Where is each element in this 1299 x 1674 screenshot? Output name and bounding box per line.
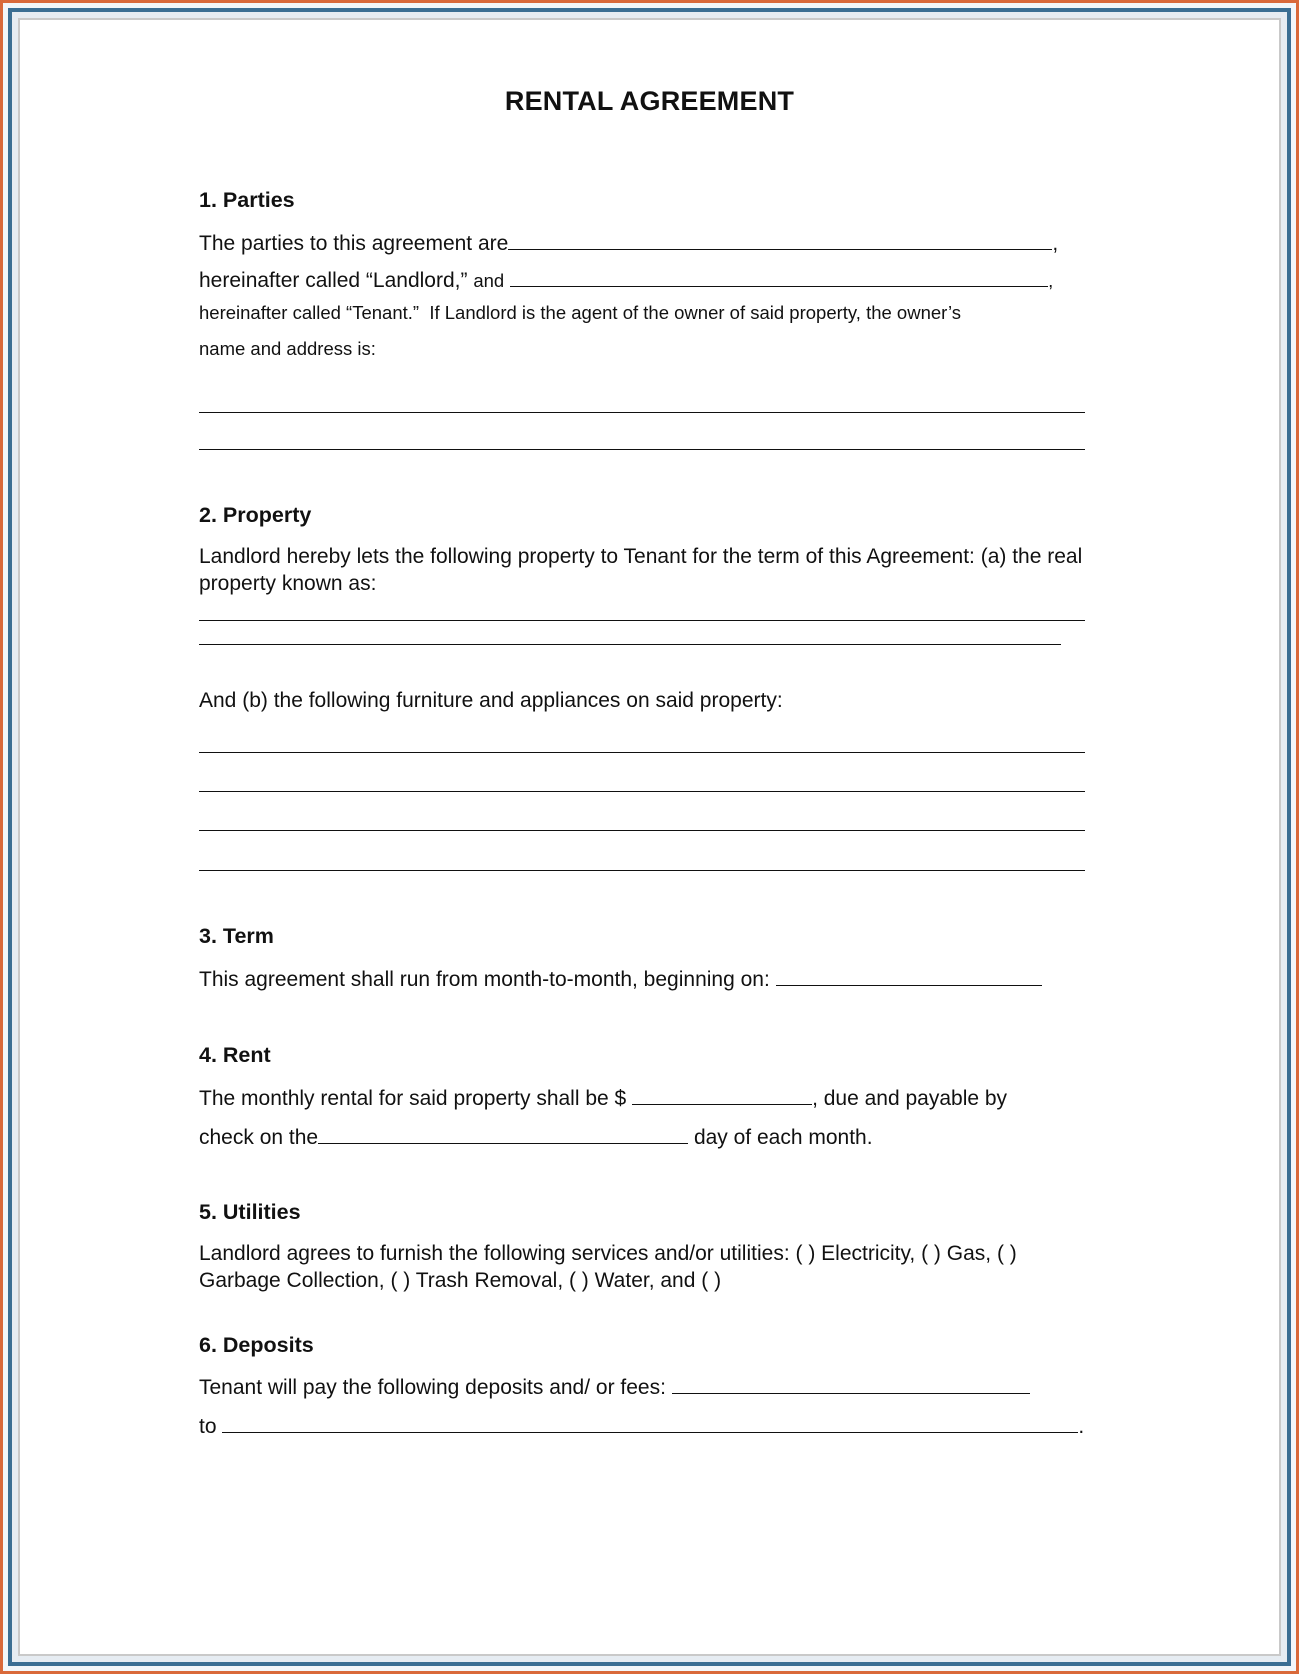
- parties-line-3: hereinafter called “Tenant.” If Landlord is the agent of the owner of said property, the owner’s: [199, 302, 962, 323]
- parties-line-4: name and address is:: [199, 338, 376, 359]
- parties-line-2-text: hereinafter called “Landlord,”: [199, 269, 468, 292]
- deposits-line-2: [199, 1412, 1084, 1439]
- deposits-line-1-text: Tenant will pay the following deposits and/ or fees:: [199, 1376, 666, 1399]
- property-intro: Landlord hereby lets the following property to Tenant for the term of this Agreement: (a) the real property known as:: [199, 545, 1083, 595]
- section-heading-parties: 1. Parties: [199, 188, 295, 212]
- term-text: This agreement shall run from month-to-month, beginning on:: [199, 968, 770, 991]
- property-furniture-text: And (b) the following furniture and appliances on said property:: [199, 689, 783, 712]
- parties-name-blank-1[interactable]: [508, 229, 1052, 250]
- section-heading-property: 2. Property: [199, 503, 312, 527]
- rent-line-1: [199, 1084, 1007, 1111]
- property-address-blank-1[interactable]: [199, 620, 1085, 621]
- rent-due-day-blank[interactable]: [318, 1123, 688, 1144]
- rent-line-1-text: The monthly rental for said property shall be $: [199, 1087, 627, 1110]
- term-line: [199, 965, 1042, 992]
- deposits-line-2-text: to: [199, 1415, 217, 1438]
- rent-line-1-suffix: , due and payable by: [812, 1087, 1008, 1110]
- rent-amount-blank[interactable]: [632, 1084, 812, 1105]
- owner-address-blank-2[interactable]: [199, 449, 1085, 450]
- deposits-fees-blank[interactable]: [672, 1373, 1030, 1394]
- furniture-blank-3[interactable]: [199, 830, 1085, 831]
- parties-line-1-comma: ,: [1052, 232, 1059, 255]
- section-heading-utilities: 5. Utilities: [199, 1200, 301, 1224]
- rent-line-2-suffix: day of each month.: [693, 1126, 873, 1149]
- term-start-date-blank[interactable]: [776, 965, 1042, 986]
- section-heading-deposits: 6. Deposits: [199, 1333, 314, 1357]
- parties-line-2-comma: ,: [1048, 270, 1054, 291]
- rent-line-2-text: check on the: [199, 1126, 319, 1149]
- parties-line-1-text: The parties to this agreement are: [199, 232, 509, 255]
- furniture-blank-2[interactable]: [199, 791, 1085, 792]
- deposits-line-1: [199, 1373, 1030, 1400]
- deposits-recipient-blank[interactable]: [222, 1412, 1078, 1433]
- section-heading-term: 3. Term: [199, 924, 274, 948]
- parties-line-1: [199, 229, 1058, 256]
- deposits-line-2-period: .: [1078, 1415, 1085, 1438]
- rent-line-2: [199, 1123, 873, 1150]
- utilities-text: Landlord agrees to furnish the following services and/or utilities: ( ) Electricity, ( ) Gas, ( ) Garbage Collection, ( ) Trash Removal, ( ) Water, and ( ): [199, 1242, 1017, 1292]
- parties-line-2: [199, 266, 1053, 293]
- owner-address-blank-1[interactable]: [199, 412, 1085, 413]
- parties-line-2-and: and: [473, 270, 505, 291]
- furniture-blank-4[interactable]: [199, 870, 1085, 871]
- property-address-blank-2[interactable]: [199, 644, 1061, 645]
- section-heading-rent: 4. Rent: [199, 1043, 271, 1067]
- parties-name-blank-2[interactable]: [510, 266, 1048, 287]
- furniture-blank-1[interactable]: [199, 752, 1085, 753]
- document-title: RENTAL AGREEMENT: [504, 86, 795, 116]
